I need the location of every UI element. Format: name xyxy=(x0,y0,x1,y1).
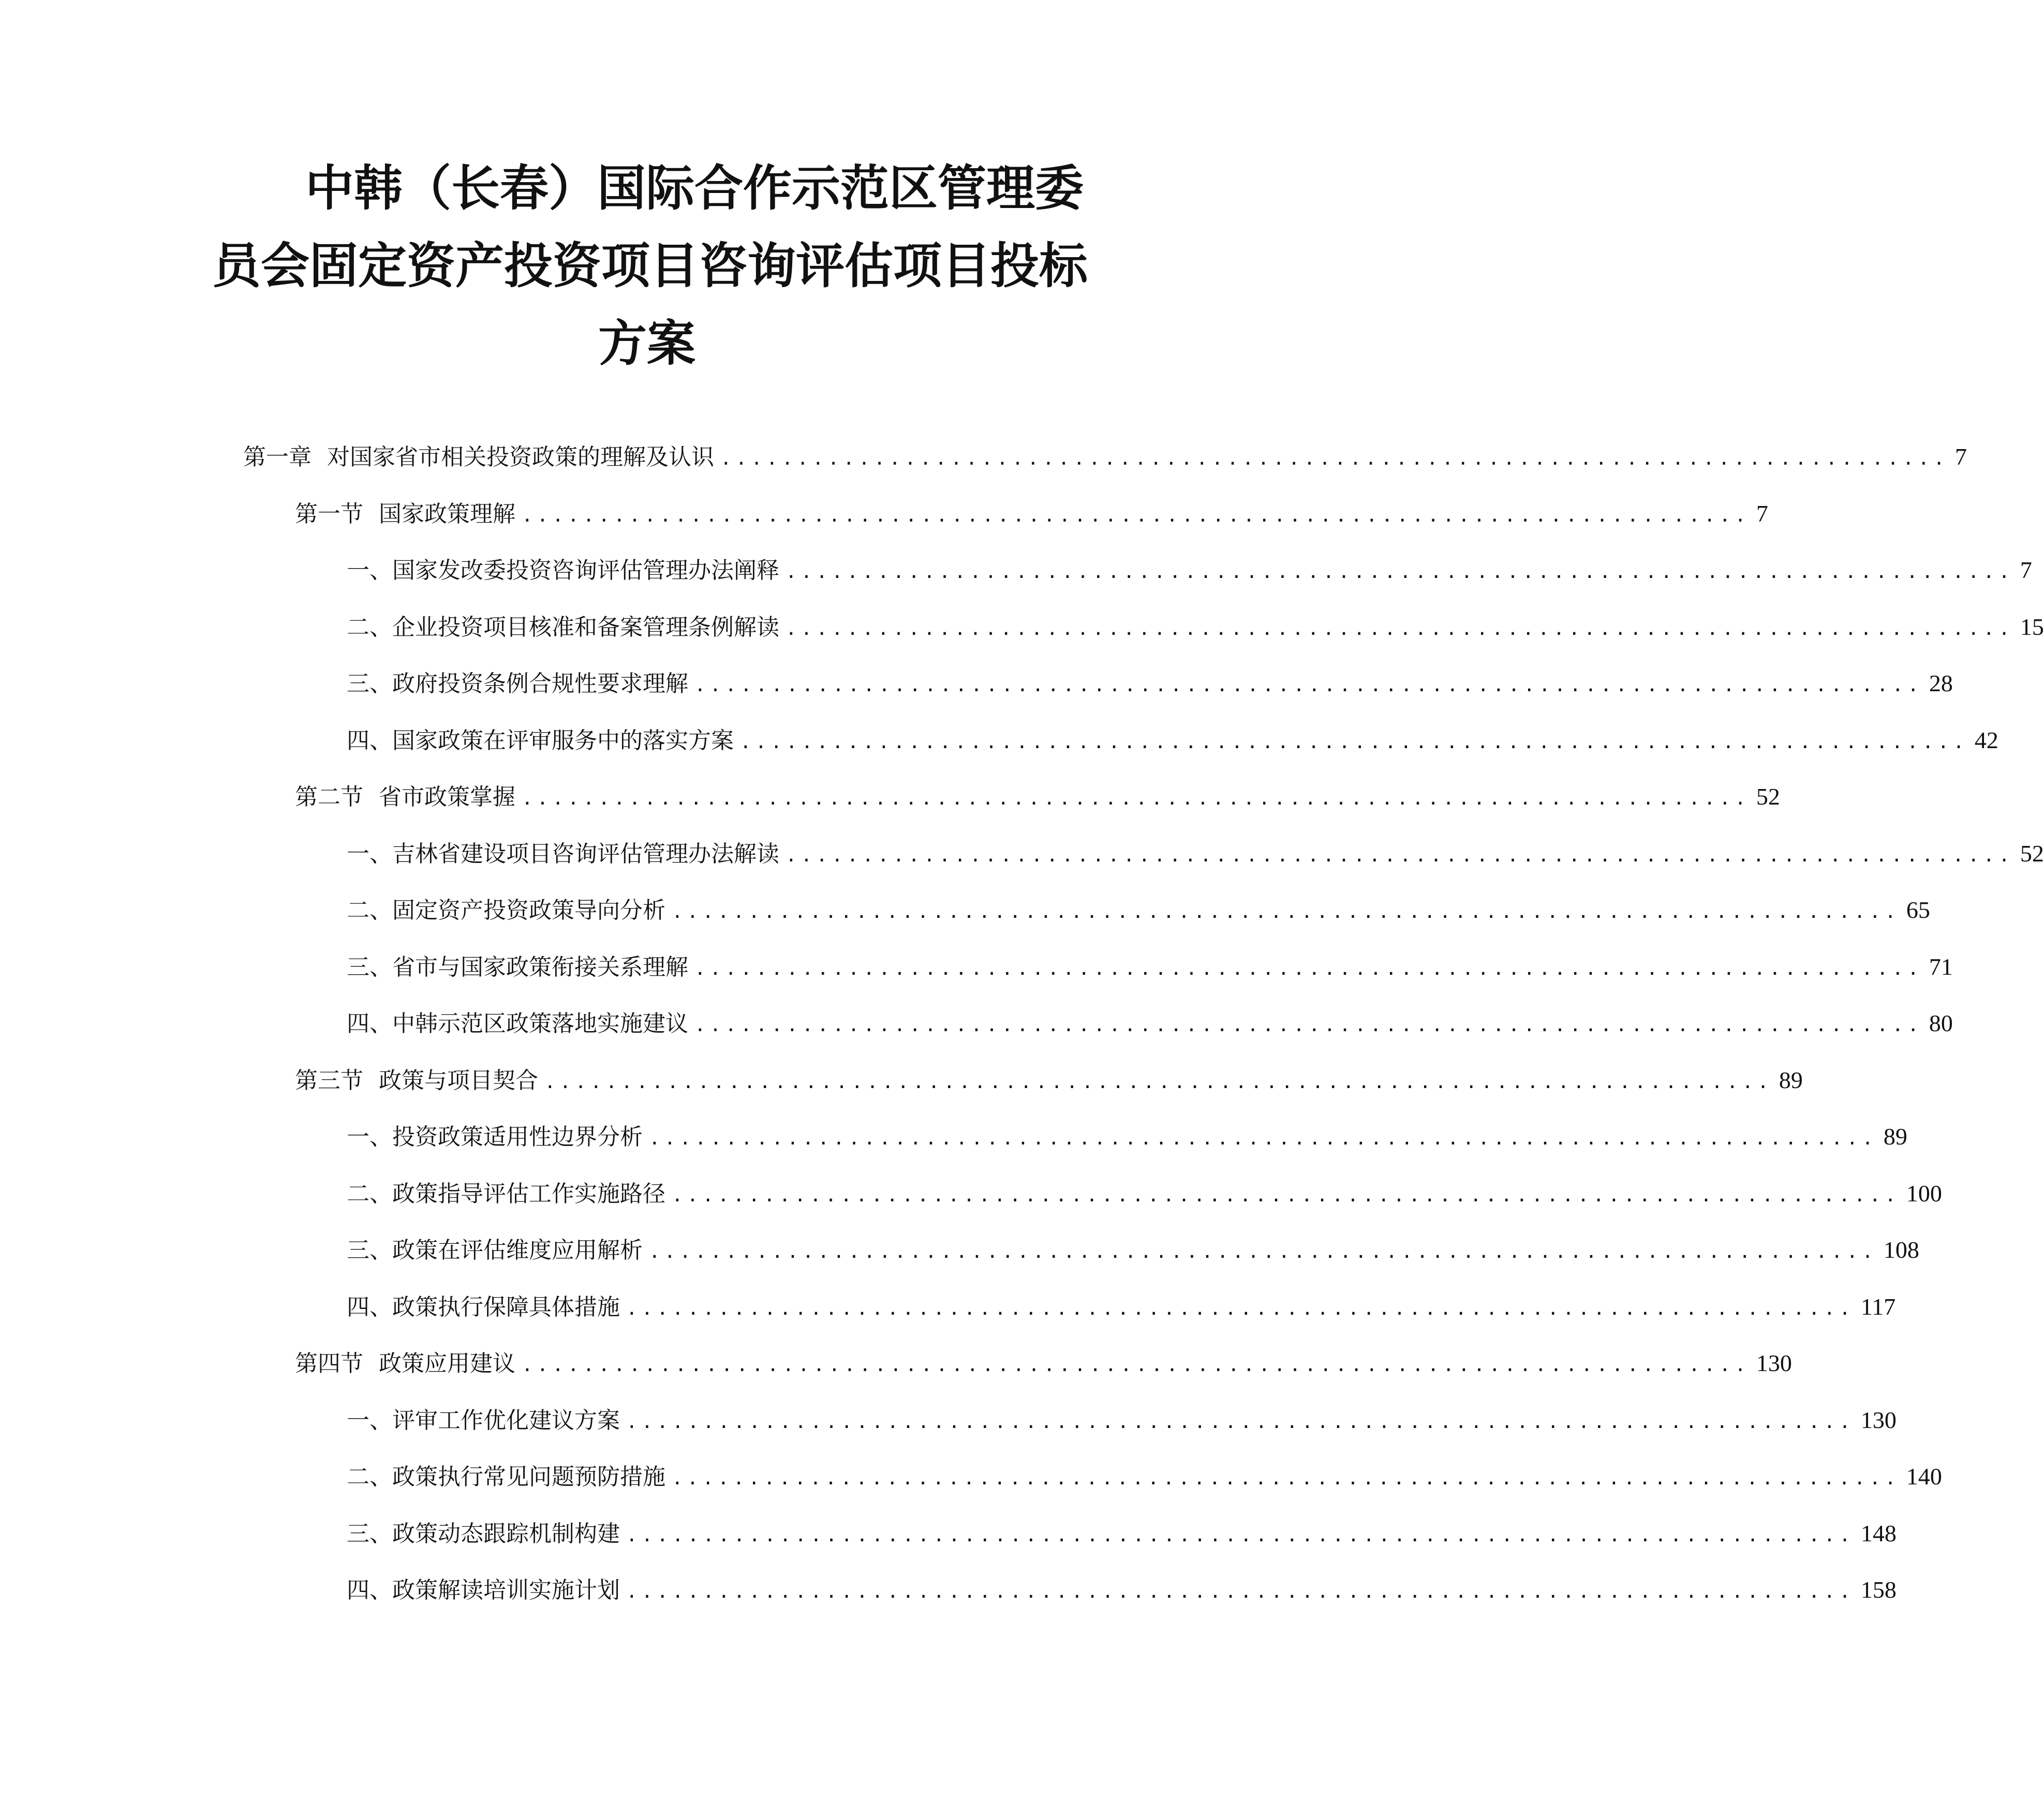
toc-entry-title: 国家发改委投资咨询评估管理办法阐释 xyxy=(392,557,779,584)
toc-entry[interactable] xyxy=(347,1170,1942,1217)
toc-entry-page: 117 xyxy=(1860,1293,1896,1320)
toc-leader-dots: ................................................................................ xyxy=(672,901,1900,923)
toc-entry[interactable] xyxy=(347,944,1953,990)
toc-leader-dots: ................................................................................ xyxy=(786,561,2014,583)
toc-entry-page: 7 xyxy=(2020,557,2032,583)
toc-entry-number: 二、 xyxy=(347,1464,392,1490)
toc-entry-title: 政策执行保障具体措施 xyxy=(392,1293,620,1320)
toc-entry-title: 国家政策理解 xyxy=(379,500,515,527)
toc-entry-title: 政策指导评估工作实施路径 xyxy=(392,1180,665,1207)
toc-entry-number: 四、 xyxy=(347,727,392,754)
toc-entry-page: 130 xyxy=(1756,1350,1792,1376)
toc-entry-page: 80 xyxy=(1929,1010,1953,1036)
toc-entry-title: 省市政策掌握 xyxy=(379,784,515,810)
toc-entry-title: 中韩示范区政策落地实施建议 xyxy=(392,1010,688,1037)
toc-entry-title: 省市与国家政策衔接关系理解 xyxy=(392,954,688,980)
toc-leader-dots: ................................................................................ xyxy=(694,1015,1923,1036)
toc-entry-page: 42 xyxy=(1974,726,1998,753)
toc-entry-page: 140 xyxy=(1906,1463,1942,1490)
toc-entry-number: 三、 xyxy=(347,1520,392,1547)
toc-leader-dots: ................................................................................ xyxy=(740,731,1968,753)
toc-leader-dots: ................................................................................ xyxy=(522,504,1750,526)
toc-entry[interactable] xyxy=(347,717,1998,764)
toc-leader-dots: ................................................................................ xyxy=(649,1128,1877,1149)
toc-leader-dots: ................................................................................ xyxy=(626,1581,1855,1602)
toc-entry-title: 固定资产投资政策导向分析 xyxy=(392,897,665,924)
toc-entry-page: 15 xyxy=(2020,613,2044,640)
toc-entry-number: 一、 xyxy=(347,557,392,584)
toc-entry-number: 四、 xyxy=(347,1010,392,1037)
toc-entry-title: 吉林省建设项目咨询评估管理办法解读 xyxy=(392,840,779,867)
toc-leader-dots: ................................................................................ xyxy=(522,788,1750,809)
toc-entry-page: 28 xyxy=(1929,670,1953,696)
toc-entry-number: 四、 xyxy=(347,1577,392,1603)
toc-entry[interactable] xyxy=(347,1113,1907,1160)
title-line-1: 中韩（长春）国际合作示范区管理委 xyxy=(305,160,1084,217)
toc-leader-dots: ................................................................................ xyxy=(672,1184,1900,1206)
toc-leader-dots: ................................................................................ xyxy=(672,1468,1900,1489)
toc-entry[interactable] xyxy=(347,1000,1953,1047)
toc-leader-dots: ................................................................................ xyxy=(522,1355,1750,1376)
toc-entry-number: 第四节 xyxy=(295,1350,363,1377)
toc-entry-title: 对国家省市相关投资政策的理解及认识 xyxy=(327,444,714,470)
toc-entry-number: 二、 xyxy=(347,1180,392,1207)
toc-entry[interactable] xyxy=(347,1453,1942,1500)
toc-entry-title: 政策在评估维度应用解析 xyxy=(392,1237,643,1263)
toc-entry-title: 国家政策在评审服务中的落实方案 xyxy=(392,727,734,754)
toc-leader-dots: ................................................................................ xyxy=(786,618,2014,639)
toc-entry-page: 158 xyxy=(1860,1576,1897,1603)
toc-entry-title: 政策动态跟踪机制构建 xyxy=(392,1520,620,1547)
toc-entry[interactable] xyxy=(347,660,1953,707)
toc-entry-title: 评审工作优化建议方案 xyxy=(392,1407,620,1434)
toc-entry-title: 投资政策适用性边界分析 xyxy=(392,1124,643,1150)
toc-entry[interactable] xyxy=(347,1227,1919,1273)
toc-entry[interactable] xyxy=(295,1057,1803,1104)
toc-entry-number: 第三节 xyxy=(295,1067,363,1094)
toc-leader-dots: ................................................................................ xyxy=(649,1241,1877,1262)
toc-entry[interactable] xyxy=(347,1567,1897,1613)
toc-entry-page: 130 xyxy=(1860,1406,1897,1433)
toc-leader-dots: ................................................................................ xyxy=(626,1298,1855,1319)
toc-entry-number: 三、 xyxy=(347,671,392,697)
toc-entry-page: 89 xyxy=(1883,1123,1907,1150)
toc-entry-page: 148 xyxy=(1860,1520,1897,1546)
toc-entry[interactable] xyxy=(347,1510,1897,1557)
title-line-3: 方案 xyxy=(598,316,695,372)
toc-entry[interactable] xyxy=(295,490,1768,537)
toc-entry-number: 二、 xyxy=(347,614,392,641)
toc-entry-page: 52 xyxy=(1756,783,1780,810)
toc-leader-dots: ................................................................................ xyxy=(786,844,2014,866)
toc-entry[interactable] xyxy=(347,604,2044,650)
toc-entry-title: 企业投资项目核准和备案管理条例解读 xyxy=(392,614,779,641)
toc-entry-number: 一、 xyxy=(347,1124,392,1150)
document-title xyxy=(197,150,1097,383)
toc-entry-page: 100 xyxy=(1906,1180,1942,1207)
toc-entry-page: 7 xyxy=(1954,443,1967,470)
toc-entry-number: 三、 xyxy=(347,1237,392,1263)
toc-entry-title: 政策应用建议 xyxy=(379,1350,515,1377)
toc-entry-title: 政策与项目契合 xyxy=(379,1067,538,1094)
toc-leader-dots: ................................................................................ xyxy=(626,1411,1855,1433)
toc-entry-page: 89 xyxy=(1779,1066,1803,1093)
toc-entry-title: 政府投资条例合规性要求理解 xyxy=(392,671,688,697)
toc-entry[interactable] xyxy=(347,1284,1896,1330)
toc-entry[interactable] xyxy=(347,830,2044,877)
toc-entry-title: 政策解读培训实施计划 xyxy=(392,1577,620,1603)
toc-leader-dots: ................................................................................ xyxy=(720,448,1949,469)
toc-entry[interactable] xyxy=(295,1340,1792,1387)
toc-entry-page: 65 xyxy=(1906,897,1930,923)
toc-entry-number: 四、 xyxy=(347,1293,392,1320)
toc-entry-number: 第一章 xyxy=(243,444,312,470)
toc-entry-title: 政策执行常见问题预防措施 xyxy=(392,1464,665,1490)
toc-entry[interactable] xyxy=(295,773,1780,820)
toc-entry-page: 7 xyxy=(1756,500,1768,527)
toc-entry-number: 三、 xyxy=(347,954,392,980)
toc-entry[interactable] xyxy=(347,547,2032,593)
title-line-2: 员会固定资产投资项目咨询评估项目投标 xyxy=(212,238,1088,294)
toc-entry-number: 第二节 xyxy=(295,784,363,810)
toc-leader-dots: ................................................................................ xyxy=(544,1071,1773,1093)
toc-entry[interactable] xyxy=(243,434,1967,480)
toc-entry-number: 一、 xyxy=(347,840,392,867)
toc-entry-number: 一、 xyxy=(347,1407,392,1434)
toc-entry-page: 71 xyxy=(1929,953,1953,980)
toc-entry[interactable] xyxy=(347,1397,1897,1444)
toc-entry[interactable] xyxy=(347,887,1930,933)
toc-entry-number: 第一节 xyxy=(295,500,363,527)
toc-entry-number: 二、 xyxy=(347,897,392,924)
toc-leader-dots: ................................................................................ xyxy=(626,1524,1855,1546)
toc-entry-page: 52 xyxy=(2020,840,2044,867)
toc-entry-page: 108 xyxy=(1883,1237,1919,1263)
toc-leader-dots: ................................................................................ xyxy=(694,675,1923,696)
toc-leader-dots: ................................................................................ xyxy=(694,958,1923,979)
